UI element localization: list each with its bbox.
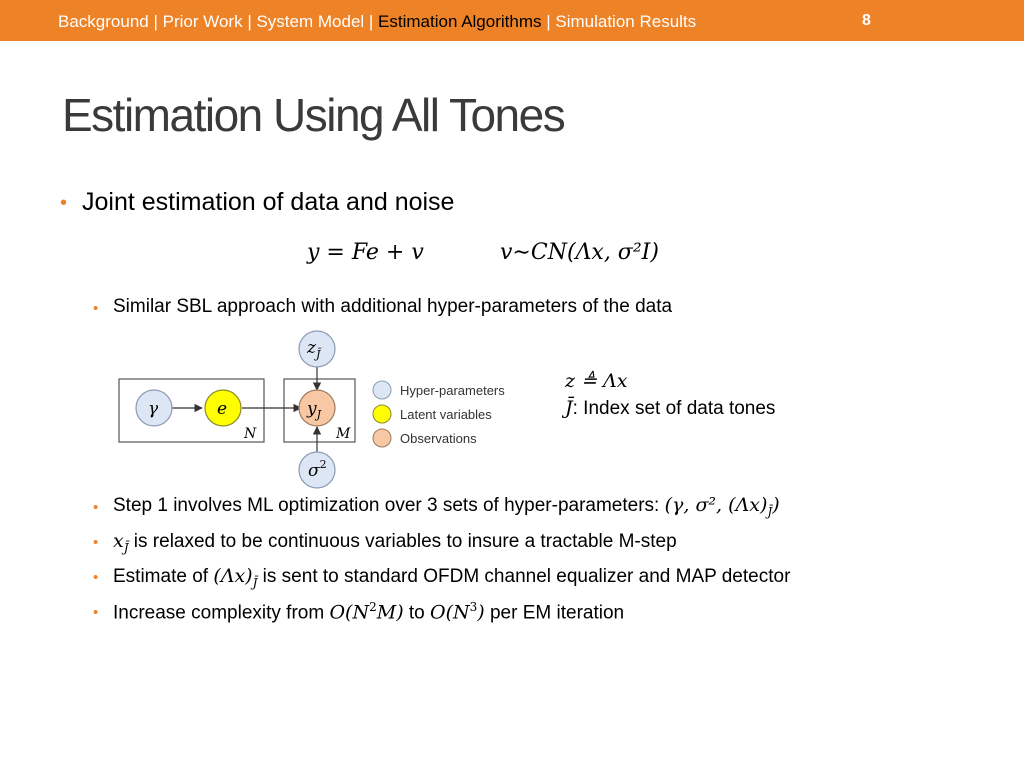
equation-model: y = Fe + v: [307, 240, 424, 265]
node-sigma-label: σ: [308, 461, 320, 481]
legend-latent-swatch: [373, 405, 391, 423]
step1-sub: J̄: [767, 504, 773, 519]
complexity-b-end: ): [477, 601, 485, 624]
complexity-mid: to: [403, 602, 431, 624]
bullet-step1: [113, 494, 780, 519]
relax-text: is relaxed to be continuous variables to insure a tractable M-step: [128, 531, 677, 552]
legend-latent-label: Latent variables: [400, 407, 492, 422]
page-title: Estimation Using All Tones: [62, 89, 565, 141]
node-z-sub: J̄: [315, 348, 321, 361]
bullet-dot: •: [93, 569, 99, 586]
complexity-b: O(N: [430, 601, 470, 624]
complexity-pre: Increase complexity from: [113, 602, 330, 624]
section-nav: [58, 12, 696, 32]
nav-item-background[interactable]: Background: [58, 12, 149, 31]
complexity-b-sup: 3: [469, 600, 478, 614]
node-y-label: y: [307, 399, 317, 419]
nav-separator: |: [368, 12, 379, 31]
relax-var: x: [113, 530, 124, 552]
bullet-dot: •: [60, 192, 68, 214]
bullet-dot: •: [93, 300, 99, 317]
definition-z: z ≜ Λx: [565, 370, 628, 392]
step1-math: (γ, σ², (Λx): [664, 494, 768, 516]
nav-item-prior-work[interactable]: Prior Work: [162, 12, 243, 31]
nav-item-estimation-algorithms[interactable]: Estimation Algorithms: [378, 12, 542, 31]
estimate-sub: J̄: [252, 575, 258, 590]
legend-observed-swatch: [373, 429, 391, 447]
jbar-text: : Index set of data tones: [572, 398, 776, 419]
step1-close: ): [772, 494, 780, 516]
complexity-post: per EM iteration: [484, 602, 625, 624]
complexity-a-sup: 2: [369, 600, 377, 614]
relax-sub: J̄: [123, 540, 129, 555]
estimate-math: (Λx): [213, 565, 253, 587]
bullet-sbl-approach: Similar SBL approach with additional hyper-parameters of the data: [113, 296, 673, 317]
graphical-model-diagram: [112, 330, 532, 490]
plate-m-label: M: [336, 426, 351, 442]
estimate-pre: Estimate of: [113, 566, 214, 587]
node-z-label: z: [307, 338, 316, 358]
node-sigma-sup: 2: [319, 458, 327, 471]
nav-separator: |: [546, 12, 556, 31]
bullet-complexity: [113, 600, 624, 624]
legend-hyper-label: Hyper-parameters: [400, 383, 505, 398]
nav-item-simulation-results[interactable]: Simulation Results: [555, 12, 697, 31]
bullet-dot: •: [93, 499, 99, 516]
bullet-estimate: [113, 565, 790, 590]
step1-text: Step 1 involves ML optimization over 3 sets of hyper-parameters:: [113, 495, 665, 516]
slide-number: 8: [862, 12, 871, 29]
equation-noise: v∼CN(Λx, σ²I): [500, 240, 659, 265]
bullet-dot: •: [93, 604, 99, 621]
definition-jbar: [565, 397, 775, 424]
definitions-block: [565, 370, 775, 424]
bullet-relaxed: [113, 530, 677, 555]
nav-separator: |: [247, 12, 257, 31]
bullet-joint-estimation: Joint estimation of data and noise: [82, 188, 455, 216]
header-bar: [0, 0, 1024, 41]
complexity-a-end: M): [376, 601, 404, 624]
legend-observed-label: Observations: [400, 431, 477, 446]
nav-item-system-model[interactable]: System Model: [256, 12, 365, 31]
jbar-symbol: J̄: [565, 397, 573, 419]
bullet-dot: •: [93, 534, 99, 551]
nav-separator: |: [153, 12, 163, 31]
node-y-sub: J: [316, 408, 322, 421]
plate-n-label: N: [244, 426, 257, 442]
complexity-a: O(N: [329, 601, 370, 624]
estimate-text: is sent to standard OFDM channel equalizer and MAP detector: [257, 566, 791, 587]
node-e-label: e: [217, 399, 228, 419]
node-gamma-label: γ: [148, 399, 159, 419]
legend-hyper-swatch: [373, 381, 391, 399]
